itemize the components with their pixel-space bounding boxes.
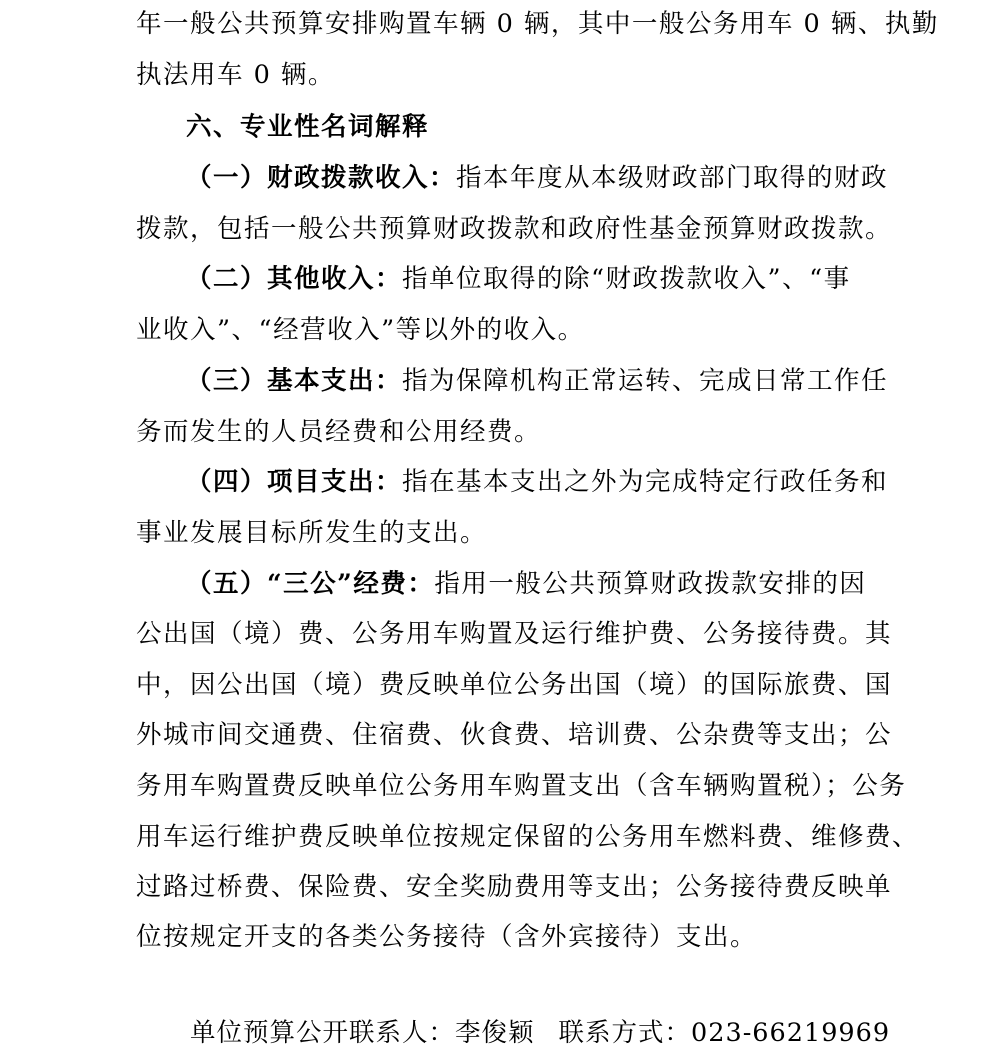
contact-person: 单位预算公开联系人：李俊颖	[190, 1018, 535, 1048]
term-paragraph-4-line-1	[186, 465, 888, 499]
term-paragraph-5-line-6: 用车运行维护费反映单位按规定保留的公务用车燃料费、维修费、	[136, 822, 920, 852]
term-paragraph-5-line-2: 公出国（境）费、公务用车购置及运行维护费、公务接待费。其	[136, 619, 893, 649]
intro-line-2: 执法用车 0 辆。	[136, 60, 335, 90]
term-definition: 指为保障机构正常运转、完成日常工作任	[402, 366, 889, 396]
term-paragraph-2-line-2: 业收入”、“经营收入”等以外的收入。	[136, 315, 585, 345]
term-paragraph-1-line-1	[186, 161, 888, 195]
term-definition: 指单位取得的除“财政拨款收入”、“事	[402, 264, 851, 294]
term-paragraph-5-line-7: 过路过桥费、保险费、安全奖励费用等支出；公务接待费反映单	[136, 872, 893, 902]
section-heading: 六、专业性名词解释	[186, 112, 430, 142]
term-paragraph-5-line-8: 位按规定开支的各类公务接待（含外宾接待）支出。	[136, 922, 758, 952]
term-paragraph-4-line-2: 事业发展目标所发生的支出。	[136, 518, 488, 548]
term-label: （一）财政拨款收入：	[186, 163, 457, 193]
term-paragraph-3-line-1	[186, 364, 888, 398]
contact-line	[190, 1016, 890, 1050]
term-paragraph-5-line-4: 外城市间交通费、住宿费、伙食费、培训费、公杂费等支出；公	[136, 720, 893, 750]
term-paragraph-5-line-3: 中，因公出国（境）费反映单位公务出国（境）的国际旅费、国	[136, 670, 893, 700]
term-definition: 指本年度从本级财政部门取得的财政	[456, 163, 889, 193]
term-definition: 指在基本支出之外为完成特定行政任务和	[402, 467, 889, 497]
intro-line-1: 年一般公共预算安排购置车辆 0 辆，其中一般公务用车 0 辆、执勤	[136, 9, 939, 39]
term-label: （五）“三公”经费：	[186, 569, 435, 599]
term-paragraph-5-line-5: 务用车购置费反映单位公务用车购置支出（含车辆购置税）；公务	[136, 771, 907, 801]
term-paragraph-5-line-1	[186, 567, 866, 601]
term-paragraph-2-line-1	[186, 262, 851, 296]
term-label: （四）项目支出：	[186, 467, 403, 497]
term-label: （二）其他收入：	[186, 264, 403, 294]
term-definition: 指用一般公共预算财政拨款安排的因	[434, 569, 867, 599]
term-paragraph-3-line-2: 务而发生的人员经费和公用经费。	[136, 417, 542, 447]
contact-phone: 联系方式：023-66219969	[558, 1018, 891, 1048]
term-label: （三）基本支出：	[186, 366, 403, 396]
term-paragraph-1-line-2: 拨款，包括一般公共预算财政拨款和政府性基金预算财政拨款。	[136, 214, 893, 244]
